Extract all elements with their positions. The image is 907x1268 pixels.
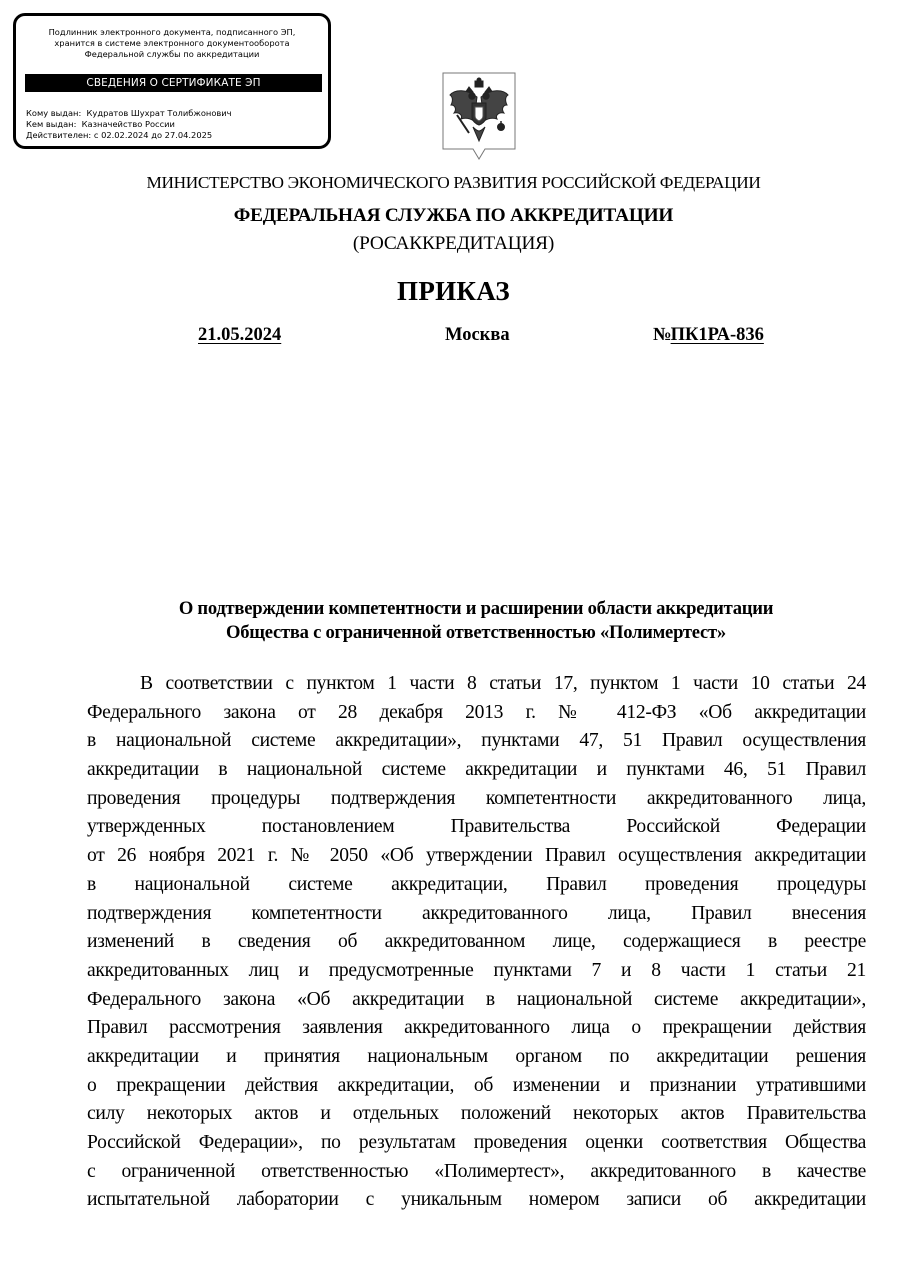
stamp-validity — [26, 130, 232, 141]
stamp-header — [16, 27, 328, 60]
order-date: 21.05.2024 — [198, 325, 282, 345]
stamp-issued-by — [26, 119, 232, 130]
stamp-issued-to — [26, 108, 232, 119]
subject-line: О подтверждении компетентности и расширении области аккредитации — [178, 598, 774, 619]
agency-short-name: (РОСАККРЕДИТАЦИЯ) — [352, 233, 555, 254]
agency-name: ФЕДЕРАЛЬНАЯ СЛУЖБА ПО АККРЕДИТАЦИИ — [233, 205, 674, 226]
stamp-header-line: хранится в системе электронного документооборота — [54, 38, 290, 48]
body-line: аккредитованных лиц и предусмотренные пунктами 7 и 8 части 1 статьи 21 — [87, 959, 866, 981]
body-line: испытательной лаборатории с уникальным номером записи об аккредитации — [87, 1189, 866, 1211]
document-type-title: ПРИКАЗ — [397, 276, 510, 306]
order-city: Москва — [445, 325, 510, 345]
body-line: от 26 ноября 2021 г. № 2050 «Об утверждении Правил осуществления аккредитации — [87, 845, 866, 867]
body-line: с ограниченной ответственностью «Полимертест», аккредитованного в качестве — [87, 1160, 866, 1182]
order-number-value: ПК1РА-836 — [670, 325, 764, 345]
body-line: подтверждения компетентности аккредитованного лица, Правил внесения — [87, 902, 866, 924]
body-line: проведения процедуры подтверждения компетентности аккредитованного лица, — [87, 787, 866, 809]
body-line: В соответствии с пунктом 1 части 8 статьи 17, пунктом 1 части 10 статьи 24 — [140, 673, 866, 694]
order-number — [653, 325, 764, 346]
body-line: Федерального закона «Об аккредитации в национальной системе аккредитации», — [87, 988, 866, 1010]
number-sign: № — [653, 325, 665, 345]
e-signature-stamp — [13, 13, 331, 149]
body-line: изменений в сведения об аккредитованном лице, содержащиеся в реестре — [87, 931, 866, 953]
body-line: аккредитации в национальной системе аккредитации и пунктами 46, 51 Правил — [87, 759, 866, 781]
body-line: Правил рассмотрения заявления аккредитованного лица о прекращении действия — [87, 1017, 866, 1039]
issued-to-value: Кудратов Шухрат Толибжонович — [86, 108, 232, 118]
issued-by-value: Казначейство России — [81, 119, 175, 129]
ministry-name: МИНИСТЕРСТВО ЭКОНОМИЧЕСКОГО РАЗВИТИЯ РОССИЙСКОЙ ФЕДЕРАЦИИ — [146, 173, 761, 192]
subject-line: Общества с ограниченной ответственностью «Полимертест» — [226, 622, 726, 643]
body-line: в национальной системе аккредитации, Правил проведения процедуры — [87, 873, 866, 895]
body-line: о прекращении действия аккредитации, об изменении и признании утратившими — [87, 1074, 866, 1096]
body-line: Российской Федерации», по результатам проведения оценки соответствия Общества — [87, 1132, 866, 1153]
order-body-paragraph — [87, 670, 866, 1215]
validity-label: Действителен: — [26, 130, 92, 140]
stamp-certificate-info — [26, 108, 232, 141]
body-line: силу некоторых актов и отдельных положений некоторых актов Правительства — [87, 1103, 866, 1125]
coat-of-arms-russia-icon — [441, 71, 517, 161]
body-line: утвержденных постановлением Правительства Российской Федерации — [87, 816, 866, 838]
issued-to-label: Кому выдан: — [26, 108, 82, 118]
stamp-header-line: Подлинник электронного документа, подписанного ЭП, — [48, 27, 296, 37]
stamp-header-line: Федеральной службы по аккредитации — [84, 49, 260, 59]
body-line: Федерального закона от 28 декабря 2013 г. № 412-ФЗ «Об аккредитации — [87, 701, 866, 723]
body-line: аккредитации и принятия национальным органом по аккредитации решения — [87, 1045, 866, 1067]
issued-by-label: Кем выдан: — [26, 119, 77, 129]
order-subject — [0, 597, 907, 645]
body-line: в национальной системе аккредитации», пунктами 47, 51 Правил осуществления — [87, 730, 866, 752]
stamp-title: СВЕДЕНИЯ О СЕРТИФИКАТЕ ЭП — [25, 74, 322, 92]
validity-value: с 02.02.2024 до 27.04.2025 — [93, 130, 213, 140]
